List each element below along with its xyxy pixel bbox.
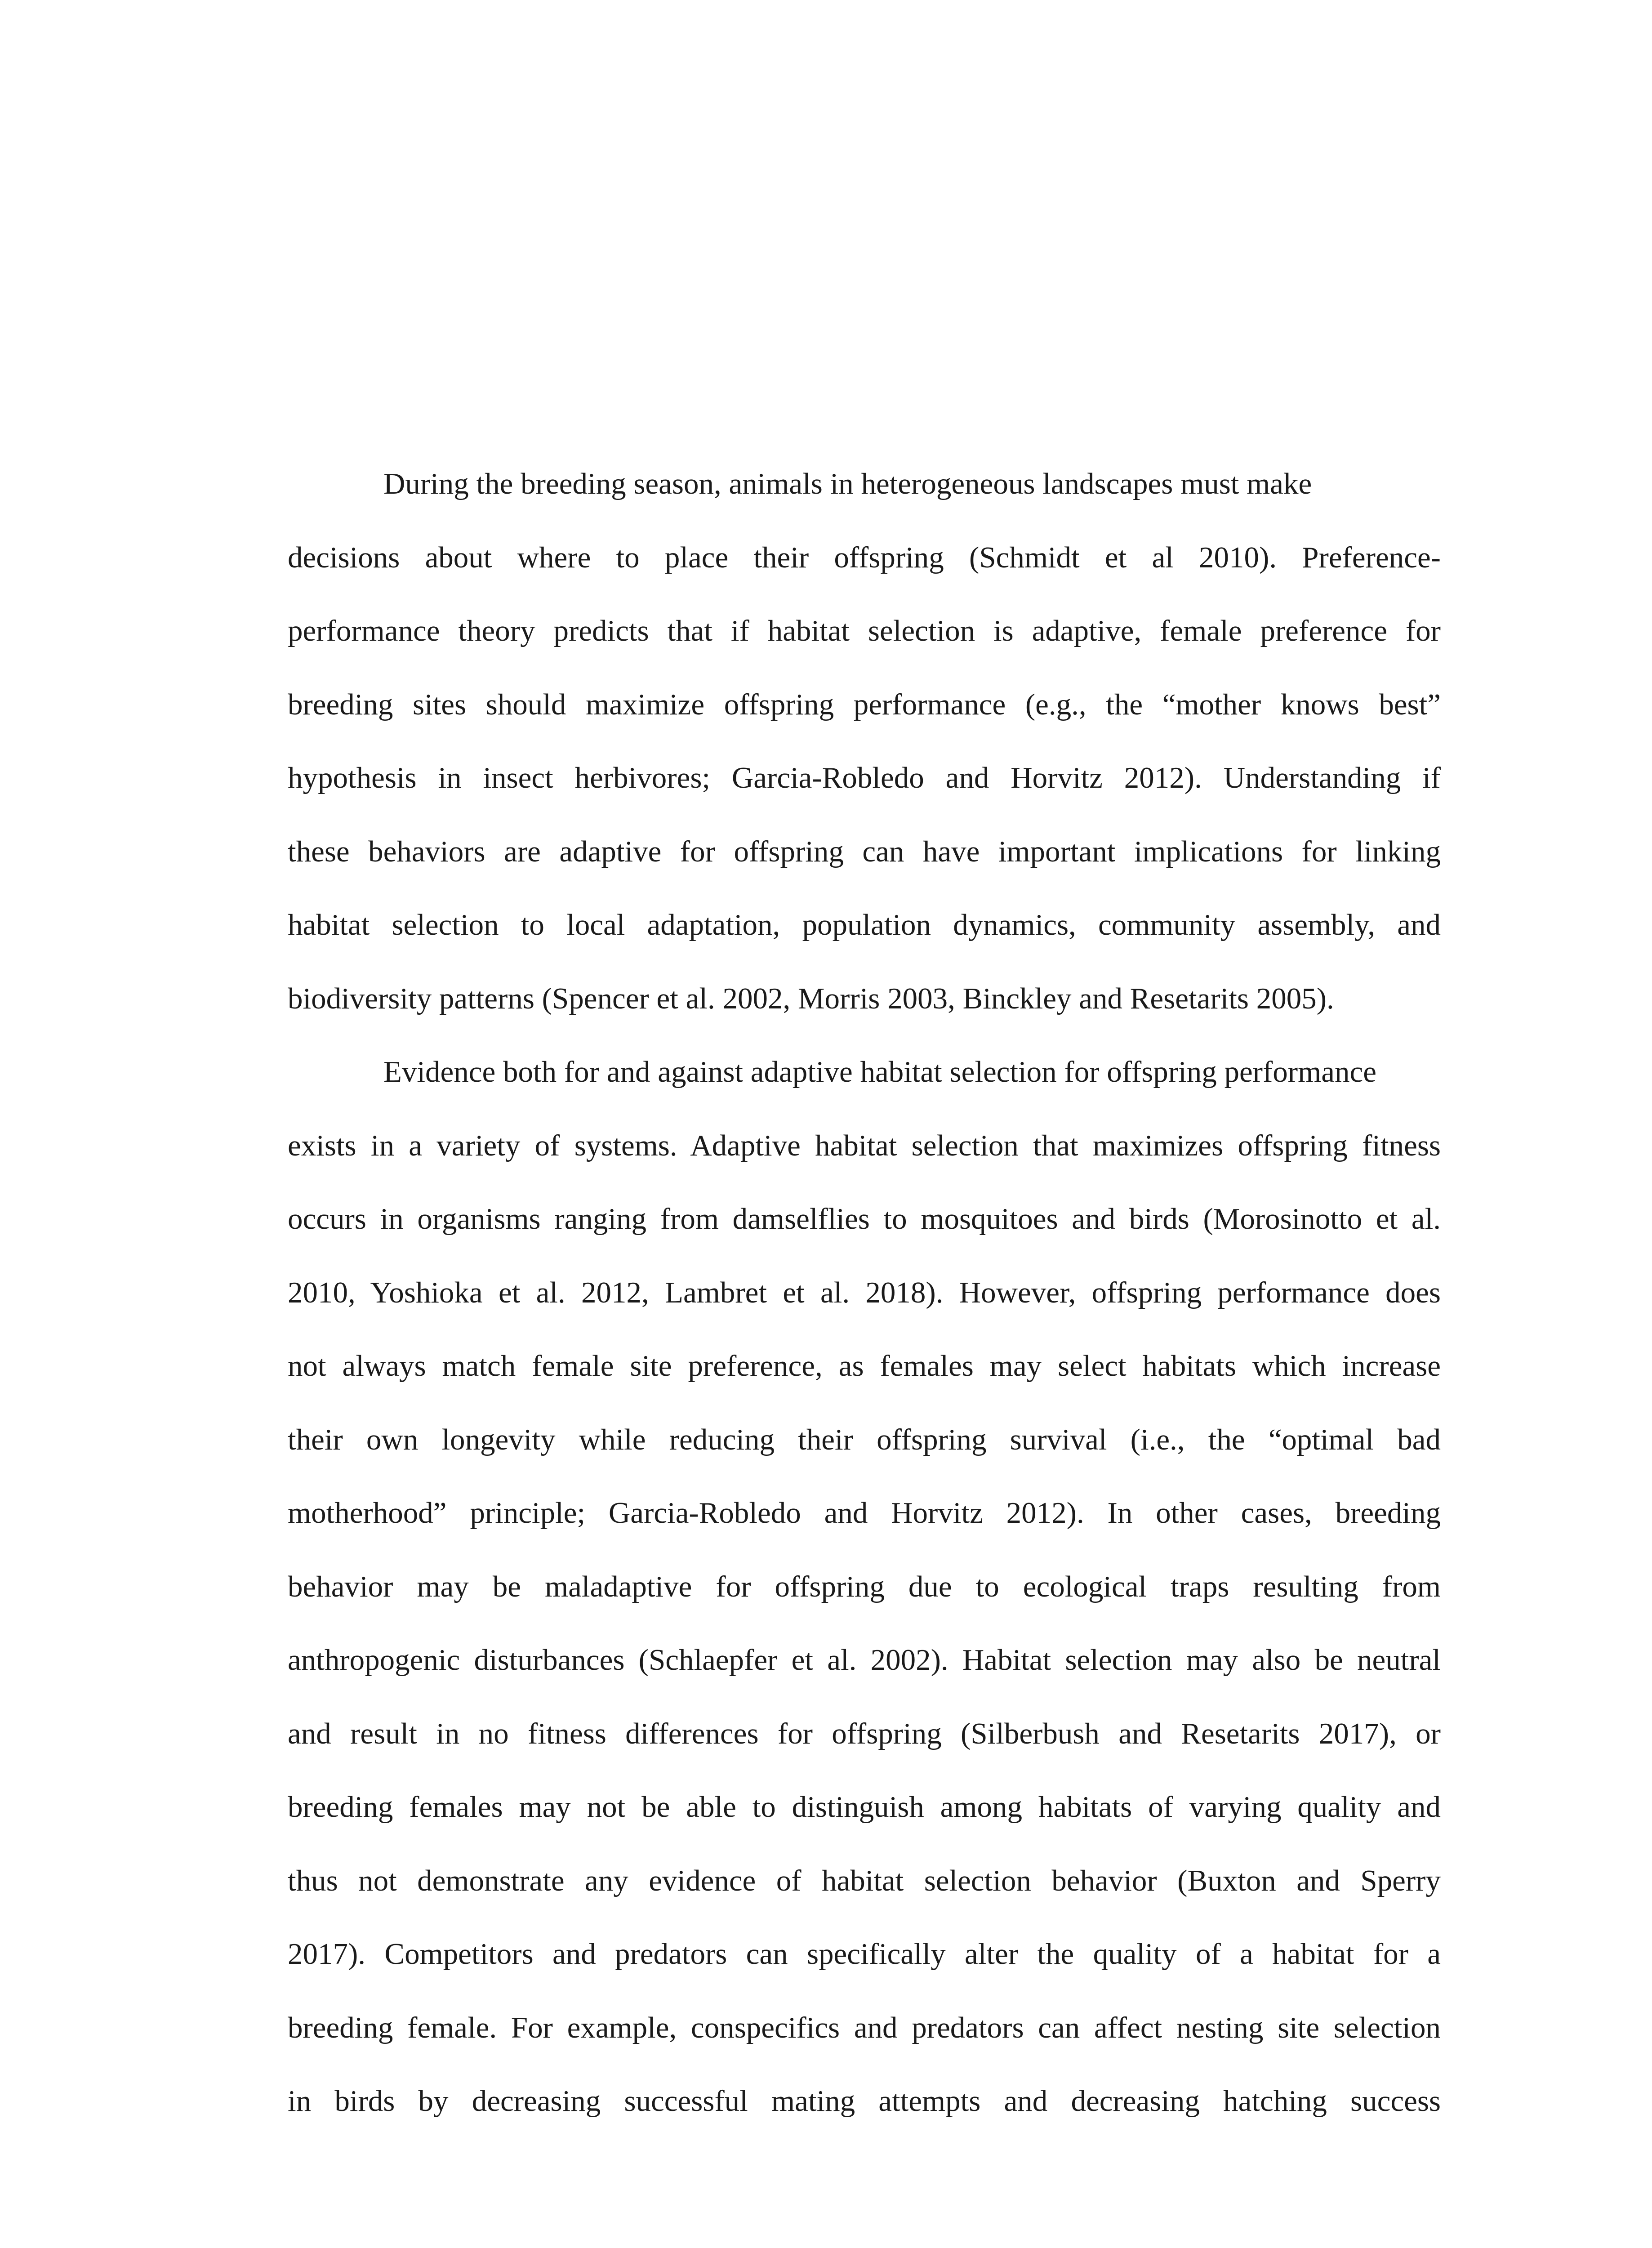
- text-line: breeding sites should maximize offspring performance (e.g., the “mother knows best”: [288, 687, 1441, 721]
- text-line: breeding female. For example, conspecifics and predators can affect nesting site selection: [288, 2011, 1441, 2044]
- body-text: [288, 447, 1441, 2138]
- paragraph-2: [288, 1035, 1441, 2138]
- text-line: 2017). Competitors and predators can specifically alter the quality of a habitat for a: [288, 1937, 1441, 1971]
- text-line: hypothesis in insect herbivores; Garcia-Robledo and Horvitz 2012). Understanding if: [288, 761, 1441, 794]
- text-line: and result in no fitness differences for offspring (Silberbush and Resetarits 2017), or: [288, 1717, 1441, 1750]
- text-line: in birds by decreasing successful mating attempts and decreasing hatching success: [288, 2084, 1441, 2118]
- text-line: anthropogenic disturbances (Schlaepfer et al. 2002). Habitat selection may also be neutral: [288, 1643, 1441, 1677]
- text-line: behavior may be maladaptive for offspring due to ecological traps resulting from: [288, 1570, 1441, 1603]
- text-line: occurs in organisms ranging from damselflies to mosquitoes and birds (Morosinotto et al.: [288, 1202, 1441, 1236]
- text-line: exists in a variety of systems. Adaptive habitat selection that maximizes offspring fitness: [288, 1128, 1441, 1162]
- text-line: breeding females may not be able to distinguish among habitats of varying quality and: [288, 1790, 1441, 1824]
- text-line: 2010, Yoshioka et al. 2012, Lambret et al. 2018). However, offspring performance does: [288, 1276, 1441, 1309]
- text-line: motherhood” principle; Garcia-Robledo and Horvitz 2012). In other cases, breeding: [288, 1496, 1441, 1530]
- paragraph-1: [288, 447, 1441, 1035]
- text-line: habitat selection to local adaptation, population dynamics, community assembly, and: [288, 908, 1441, 941]
- text-line: not always match female site preference, as females may select habitats which increase: [288, 1349, 1441, 1383]
- text-line: these behaviors are adaptive for offspring can have important implications for linking: [288, 834, 1441, 868]
- text-line: thus not demonstrate any evidence of habitat selection behavior (Buxton and Sperry: [288, 1864, 1441, 1897]
- text-line: their own longevity while reducing their offspring survival (i.e., the “optimal bad: [288, 1423, 1441, 1456]
- text-line: During the breeding season, animals in heterogeneous landscapes must make: [383, 467, 1312, 500]
- text-line: decisions about where to place their offspring (Schmidt et al 2010). Preference-: [288, 540, 1441, 574]
- text-line: performance theory predicts that if habitat selection is adaptive, female preference for: [288, 614, 1441, 647]
- text-line: biodiversity patterns (Spencer et al. 2002, Morris 2003, Binckley and Resetarits 2005).: [288, 981, 1334, 1015]
- text-line: Evidence both for and against adaptive habitat selection for offspring performance: [383, 1055, 1376, 1088]
